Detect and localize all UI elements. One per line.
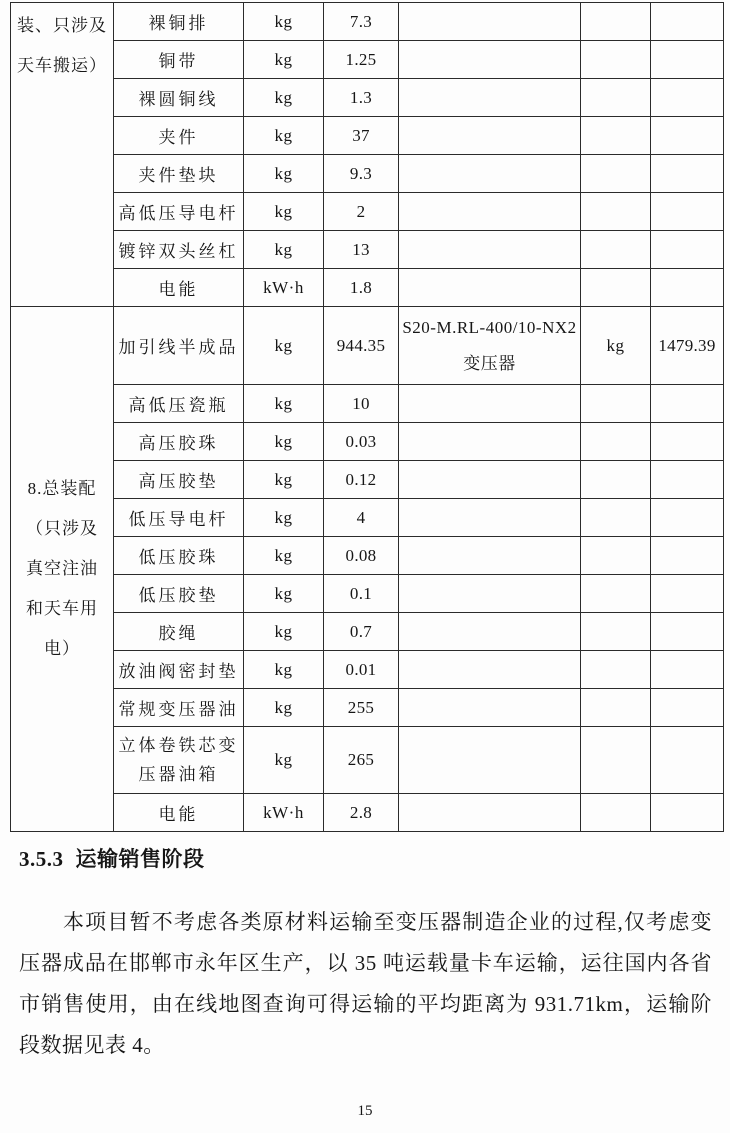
product-cell [399, 575, 581, 613]
material-cell: 加引线半成品 [114, 307, 244, 385]
product-unit-cell [581, 499, 651, 537]
table-row [11, 79, 724, 117]
product-quantity-cell [651, 575, 724, 613]
product-cell [399, 41, 581, 79]
product-cell [399, 79, 581, 117]
table-row [11, 41, 724, 79]
material-cell: 常规变压器油 [114, 689, 244, 727]
product-quantity-cell [651, 727, 724, 794]
material-cell: 低压导电杆 [114, 499, 244, 537]
quantity-cell: 0.01 [324, 651, 399, 689]
unit-cell: kg [244, 3, 324, 41]
material-cell: 低压胶垫 [114, 575, 244, 613]
table-row [11, 423, 724, 461]
table-row [11, 155, 724, 193]
stage-cell [11, 307, 114, 832]
unit-cell: kg [244, 41, 324, 79]
section-heading [19, 843, 712, 873]
product-unit-cell [581, 423, 651, 461]
material-cell: 夹件垫块 [114, 155, 244, 193]
quantity-cell: 265 [324, 727, 399, 794]
product-cell [399, 461, 581, 499]
unit-cell: kg [244, 613, 324, 651]
product-quantity-cell [651, 499, 724, 537]
product-cell [399, 651, 581, 689]
table-row [11, 727, 724, 794]
table-row [11, 385, 724, 423]
product-unit-cell [581, 461, 651, 499]
table-row [11, 193, 724, 231]
quantity-cell: 0.7 [324, 613, 399, 651]
unit-cell: kg [244, 155, 324, 193]
product-quantity-cell [651, 613, 724, 651]
quantity-cell: 1.8 [324, 269, 399, 307]
quantity-cell: 10 [324, 385, 399, 423]
table-row [11, 117, 724, 155]
product-unit-cell [581, 727, 651, 794]
stage-line: 天车搬运） [17, 56, 107, 75]
material-cell: 高低压瓷瓶 [114, 385, 244, 423]
stage-line: 电） [44, 639, 80, 658]
product-cell [399, 423, 581, 461]
product-unit-cell [581, 155, 651, 193]
material-cell: 高压胶珠 [114, 423, 244, 461]
product-unit-cell [581, 613, 651, 651]
product-quantity-cell [651, 537, 724, 575]
product-unit-cell [581, 117, 651, 155]
material-cell: 放油阀密封垫 [114, 651, 244, 689]
materials-table [10, 2, 724, 832]
quantity-cell: 37 [324, 117, 399, 155]
product-unit-cell [581, 689, 651, 727]
product-cell [399, 231, 581, 269]
material-cell: 铜带 [114, 41, 244, 79]
product-quantity-cell [651, 794, 724, 832]
product-quantity-cell [651, 3, 724, 41]
product-cell [399, 269, 581, 307]
table-row [11, 3, 724, 41]
table-row [11, 537, 724, 575]
quantity-cell: 255 [324, 689, 399, 727]
heading-text: 运输销售阶段 [75, 847, 205, 871]
heading-number: 3.5.3 [19, 847, 64, 871]
quantity-cell: 1.25 [324, 41, 399, 79]
quantity-cell: 1.3 [324, 79, 399, 117]
material-line: 立体卷铁芯变 [118, 736, 239, 755]
table-row [11, 794, 724, 832]
product-quantity-cell [651, 193, 724, 231]
table-row [11, 651, 724, 689]
table-row [11, 689, 724, 727]
stage-line: 和天车用 [26, 599, 98, 618]
material-cell: 高低压导电杆 [114, 193, 244, 231]
product-cell [399, 537, 581, 575]
table-row [11, 575, 724, 613]
product-quantity-cell [651, 385, 724, 423]
product-cell [399, 727, 581, 794]
product-quantity-cell [651, 41, 724, 79]
stage-line: （只涉及 [26, 519, 98, 538]
quantity-cell: 13 [324, 231, 399, 269]
quantity-cell: 4 [324, 499, 399, 537]
quantity-cell: 0.03 [324, 423, 399, 461]
product-quantity-cell [651, 117, 724, 155]
product-cell [399, 689, 581, 727]
material-cell: 电能 [114, 794, 244, 832]
unit-cell: kg [244, 79, 324, 117]
unit-cell: kg [244, 499, 324, 537]
product-quantity-cell: 1479.39 [651, 307, 724, 385]
product-quantity-cell [651, 651, 724, 689]
material-cell: 胶绳 [114, 613, 244, 651]
product-quantity-cell [651, 79, 724, 117]
unit-cell: kg [244, 231, 324, 269]
product-cell [399, 385, 581, 423]
unit-cell: kg [244, 423, 324, 461]
product-unit-cell [581, 231, 651, 269]
unit-cell: kW·h [244, 269, 324, 307]
product-unit-cell [581, 385, 651, 423]
product-quantity-cell [651, 155, 724, 193]
stage-line: 真空注油 [26, 559, 98, 578]
unit-cell: kg [244, 193, 324, 231]
quantity-cell: 2.8 [324, 794, 399, 832]
material-cell: 裸圆铜线 [114, 79, 244, 117]
material-cell: 低压胶珠 [114, 537, 244, 575]
page-number: 15 [357, 1103, 373, 1119]
product-cell [399, 155, 581, 193]
product-quantity-cell [651, 269, 724, 307]
product-unit-cell: kg [581, 307, 651, 385]
table-row [11, 231, 724, 269]
product-unit-cell [581, 794, 651, 832]
table-row [11, 307, 724, 385]
product-unit-cell [581, 575, 651, 613]
product-unit-cell [581, 79, 651, 117]
table-row [11, 461, 724, 499]
unit-cell: kg [244, 575, 324, 613]
text-content [19, 843, 712, 1066]
quantity-cell: 944.35 [324, 307, 399, 385]
quantity-cell: 0.08 [324, 537, 399, 575]
product-unit-cell [581, 269, 651, 307]
stage-line: 装、只涉及 [17, 16, 107, 35]
unit-cell: kg [244, 651, 324, 689]
quantity-cell: 0.12 [324, 461, 399, 499]
material-cell: 夹件 [114, 117, 244, 155]
product-cell [399, 794, 581, 832]
unit-cell: kg [244, 307, 324, 385]
material-cell: 镀锌双头丝杠 [114, 231, 244, 269]
material-cell: 裸铜排 [114, 3, 244, 41]
product-quantity-cell [651, 461, 724, 499]
product-cell [399, 613, 581, 651]
material-line: 压器油箱 [138, 765, 219, 784]
material-cell [114, 727, 244, 794]
product-unit-cell [581, 651, 651, 689]
product-cell [399, 3, 581, 41]
body-paragraph: 本项目暂不考虑各类原材料运输至变压器制造企业的过程,仅考虑变压器成品在邯郸市永年区生产，以 35 吨运载量卡车运输，运往国内各省市销售使用，由在线地图查询可得运输的平均距离为 931.71km，运输阶段数据见表 4。 [19, 910, 712, 1057]
stage-cell [11, 3, 114, 307]
product-unit-cell [581, 3, 651, 41]
product-line: 变压器 [463, 353, 516, 373]
product-cell [399, 117, 581, 155]
product-cell [399, 499, 581, 537]
product-quantity-cell [651, 231, 724, 269]
unit-cell: kg [244, 537, 324, 575]
material-cell: 电能 [114, 269, 244, 307]
material-cell: 高压胶垫 [114, 461, 244, 499]
product-unit-cell [581, 41, 651, 79]
product-unit-cell [581, 537, 651, 575]
unit-cell: kg [244, 117, 324, 155]
table-row [11, 499, 724, 537]
quantity-cell: 2 [324, 193, 399, 231]
unit-cell: kg [244, 385, 324, 423]
product-quantity-cell [651, 689, 724, 727]
table-row [11, 613, 724, 651]
quantity-cell: 0.1 [324, 575, 399, 613]
product-unit-cell [581, 193, 651, 231]
quantity-cell: 7.3 [324, 3, 399, 41]
table-row [11, 269, 724, 307]
stage-line: 8.总装配 [27, 479, 97, 498]
product-cell [399, 307, 581, 385]
unit-cell: kW·h [244, 794, 324, 832]
unit-cell: kg [244, 727, 324, 794]
product-quantity-cell [651, 423, 724, 461]
product-line: S20-M.RL-400/10-NX2 [402, 317, 577, 337]
product-cell [399, 193, 581, 231]
quantity-cell: 9.3 [324, 155, 399, 193]
unit-cell: kg [244, 461, 324, 499]
unit-cell: kg [244, 689, 324, 727]
